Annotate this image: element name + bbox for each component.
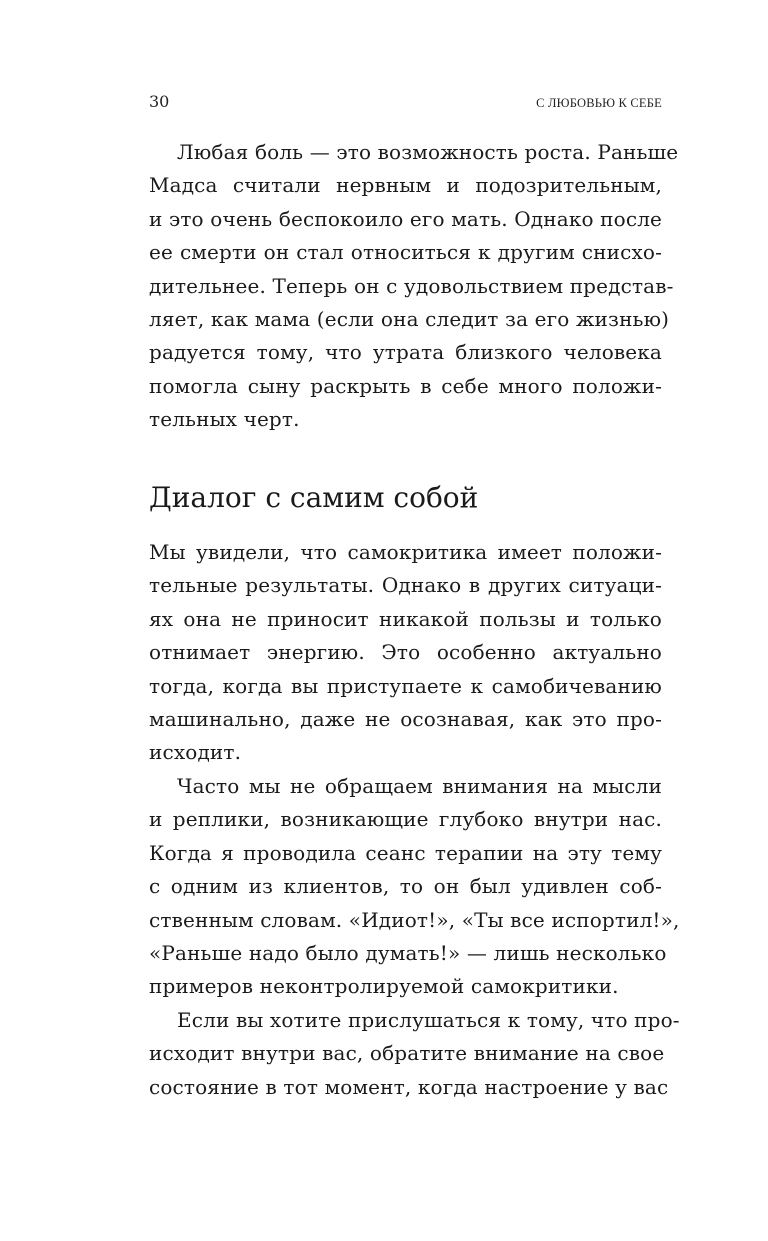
text-line: исходит.	[149, 740, 242, 765]
text-line: исходит внутри вас, обратите внимание на свое	[149, 1041, 665, 1066]
text-line: ляет, как мама (если она следит за его жизнью)	[149, 306, 670, 331]
text-line: дительнее. Теперь он с удовольствием представ-	[149, 273, 674, 298]
text-line: ственным словам. «Идиот!», «Ты все испортил!»,	[149, 907, 680, 932]
text-line: тельных черт.	[149, 407, 300, 432]
text-line: Мадса считали нервным и подозрительным,	[149, 173, 662, 198]
text-line: состояние в тот момент, когда настроение у вас	[149, 1074, 669, 1099]
text-line: Мы увидели, что самокритика имеет положи-	[149, 540, 662, 564]
text-line: ях она не приносит никакой пользы и только	[149, 606, 662, 631]
text-line: и это очень беспокоило его мать. Однако после	[149, 206, 663, 231]
text-line: отнимает энергию. Это особенно актуально	[149, 640, 662, 665]
text-line: машинально, даже не осознавая, как это про-	[149, 706, 662, 731]
text-line: «Раньше надо было думать!» — лишь несколько	[149, 940, 667, 965]
text-line: Если вы хотите прислушаться к тому, что про-	[177, 1008, 680, 1032]
section-heading: Диалог с самим собой	[149, 481, 479, 514]
paragraph-1	[149, 136, 679, 437]
text-line: помогла сыну раскрыть в себе много положи-	[149, 373, 662, 398]
text-line: Часто мы не обращаем внимания на мысли	[177, 774, 662, 798]
running-title: С ЛЮБОВЬЮ К СЕБЕ	[536, 96, 662, 110]
paragraph-3	[149, 770, 680, 1004]
text-line: Любая боль — это возможность роста. Раньше	[177, 140, 679, 164]
text-line: и реплики, возникающие глубоко внутри нас.	[149, 807, 662, 832]
paragraph-4	[149, 1004, 680, 1104]
paragraph-2	[149, 536, 662, 770]
text-line: тельные результаты. Однако в других ситуаци-	[149, 573, 662, 598]
text-line: ее смерти он стал относиться к другим снисхо-	[149, 240, 662, 265]
text-line: с одним из клиентов, то он был удивлен соб-	[149, 874, 662, 899]
text-line: радуется тому, что утрата близкого человека	[149, 340, 662, 365]
page-number: 30	[149, 92, 170, 111]
text-line: Когда я проводила сеанс терапии на эту тему	[149, 840, 662, 865]
text-line: примеров неконтролируемой самокритики.	[149, 974, 619, 999]
text-line: тогда, когда вы приступаете к самобичеванию	[149, 673, 662, 698]
